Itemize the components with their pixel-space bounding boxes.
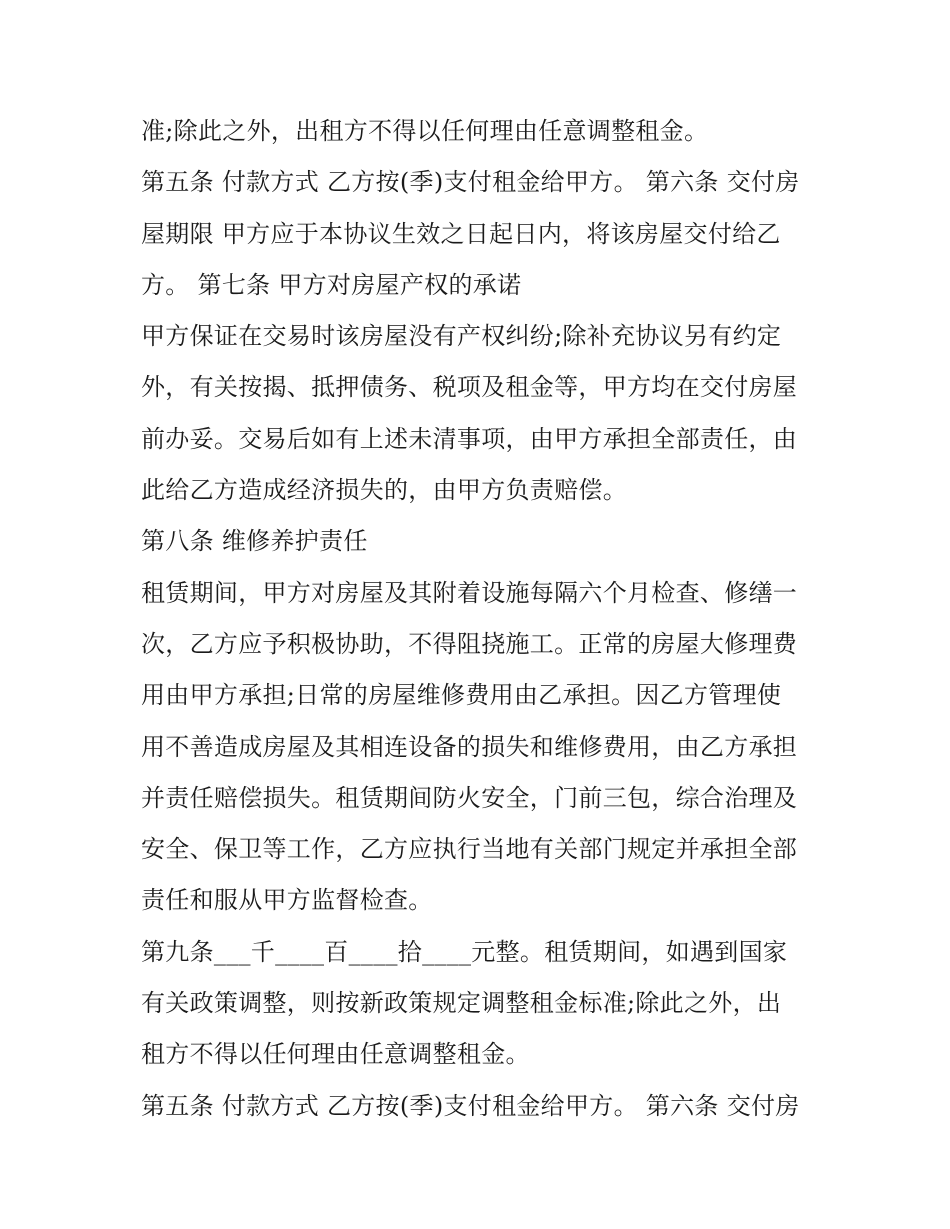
text-line: 方。 第七条 甲方对房屋产权的承诺 <box>141 270 522 299</box>
text-line: 租方不得以任何理由任意调整租金。 <box>141 1040 530 1069</box>
text-line: 此给乙方造成经济损失的，由甲方负责赔偿。 <box>141 476 627 505</box>
text-line: 责任和服从甲方监督检查。 <box>141 886 433 915</box>
text-line: 租赁期间，甲方对房屋及其附着设施每隔六个月检查、修缮一 <box>141 578 798 607</box>
text-line: 有关政策调整，则按新政策规定调整租金标准;除此之外，出 <box>141 989 782 1018</box>
text-line: 第九条___千____百____拾____元整。租赁期间，如遇到国家 <box>141 937 788 966</box>
text-line: 第五条 付款方式 乙方按(季)支付租金给甲方。 第六条 交付房 <box>141 168 800 197</box>
text-line: 屋期限 甲方应于本协议生效之日起日内，将该房屋交付给乙 <box>141 219 781 248</box>
text-line: 用由甲方承担;日常的房屋维修费用由乙承担。因乙方管理使 <box>141 681 782 710</box>
text-line: 并责任赔偿损失。租赁期间防火安全，门前三包，综合治理及 <box>141 783 798 812</box>
text-line: 用不善造成房屋及其相连设备的损失和维修费用，由乙方承担 <box>141 732 798 761</box>
text-line: 准;除此之外，出租方不得以任何理由任意调整租金。 <box>141 117 709 145</box>
document-body <box>141 108 821 1134</box>
section-heading: 第八条 维修养护责任 <box>141 527 368 556</box>
text-line: 安全、保卫等工作，乙方应执行当地有关部门规定并承担全部 <box>141 835 798 864</box>
text-line: 前办妥。交易后如有上述未清事项，由甲方承担全部责任，由 <box>141 424 798 453</box>
text-line: 第五条 付款方式 乙方按(季)支付租金给甲方。 第六条 交付房 <box>141 1091 800 1120</box>
text-line: 次，乙方应予积极协助，不得阻挠施工。正常的房屋大修理费 <box>141 629 798 658</box>
text-line: 外，有关按揭、抵押债务、税项及租金等，甲方均在交付房屋 <box>141 373 798 402</box>
text-line: 甲方保证在交易时该房屋没有产权纠纷;除补充协议另有约定 <box>141 322 782 351</box>
